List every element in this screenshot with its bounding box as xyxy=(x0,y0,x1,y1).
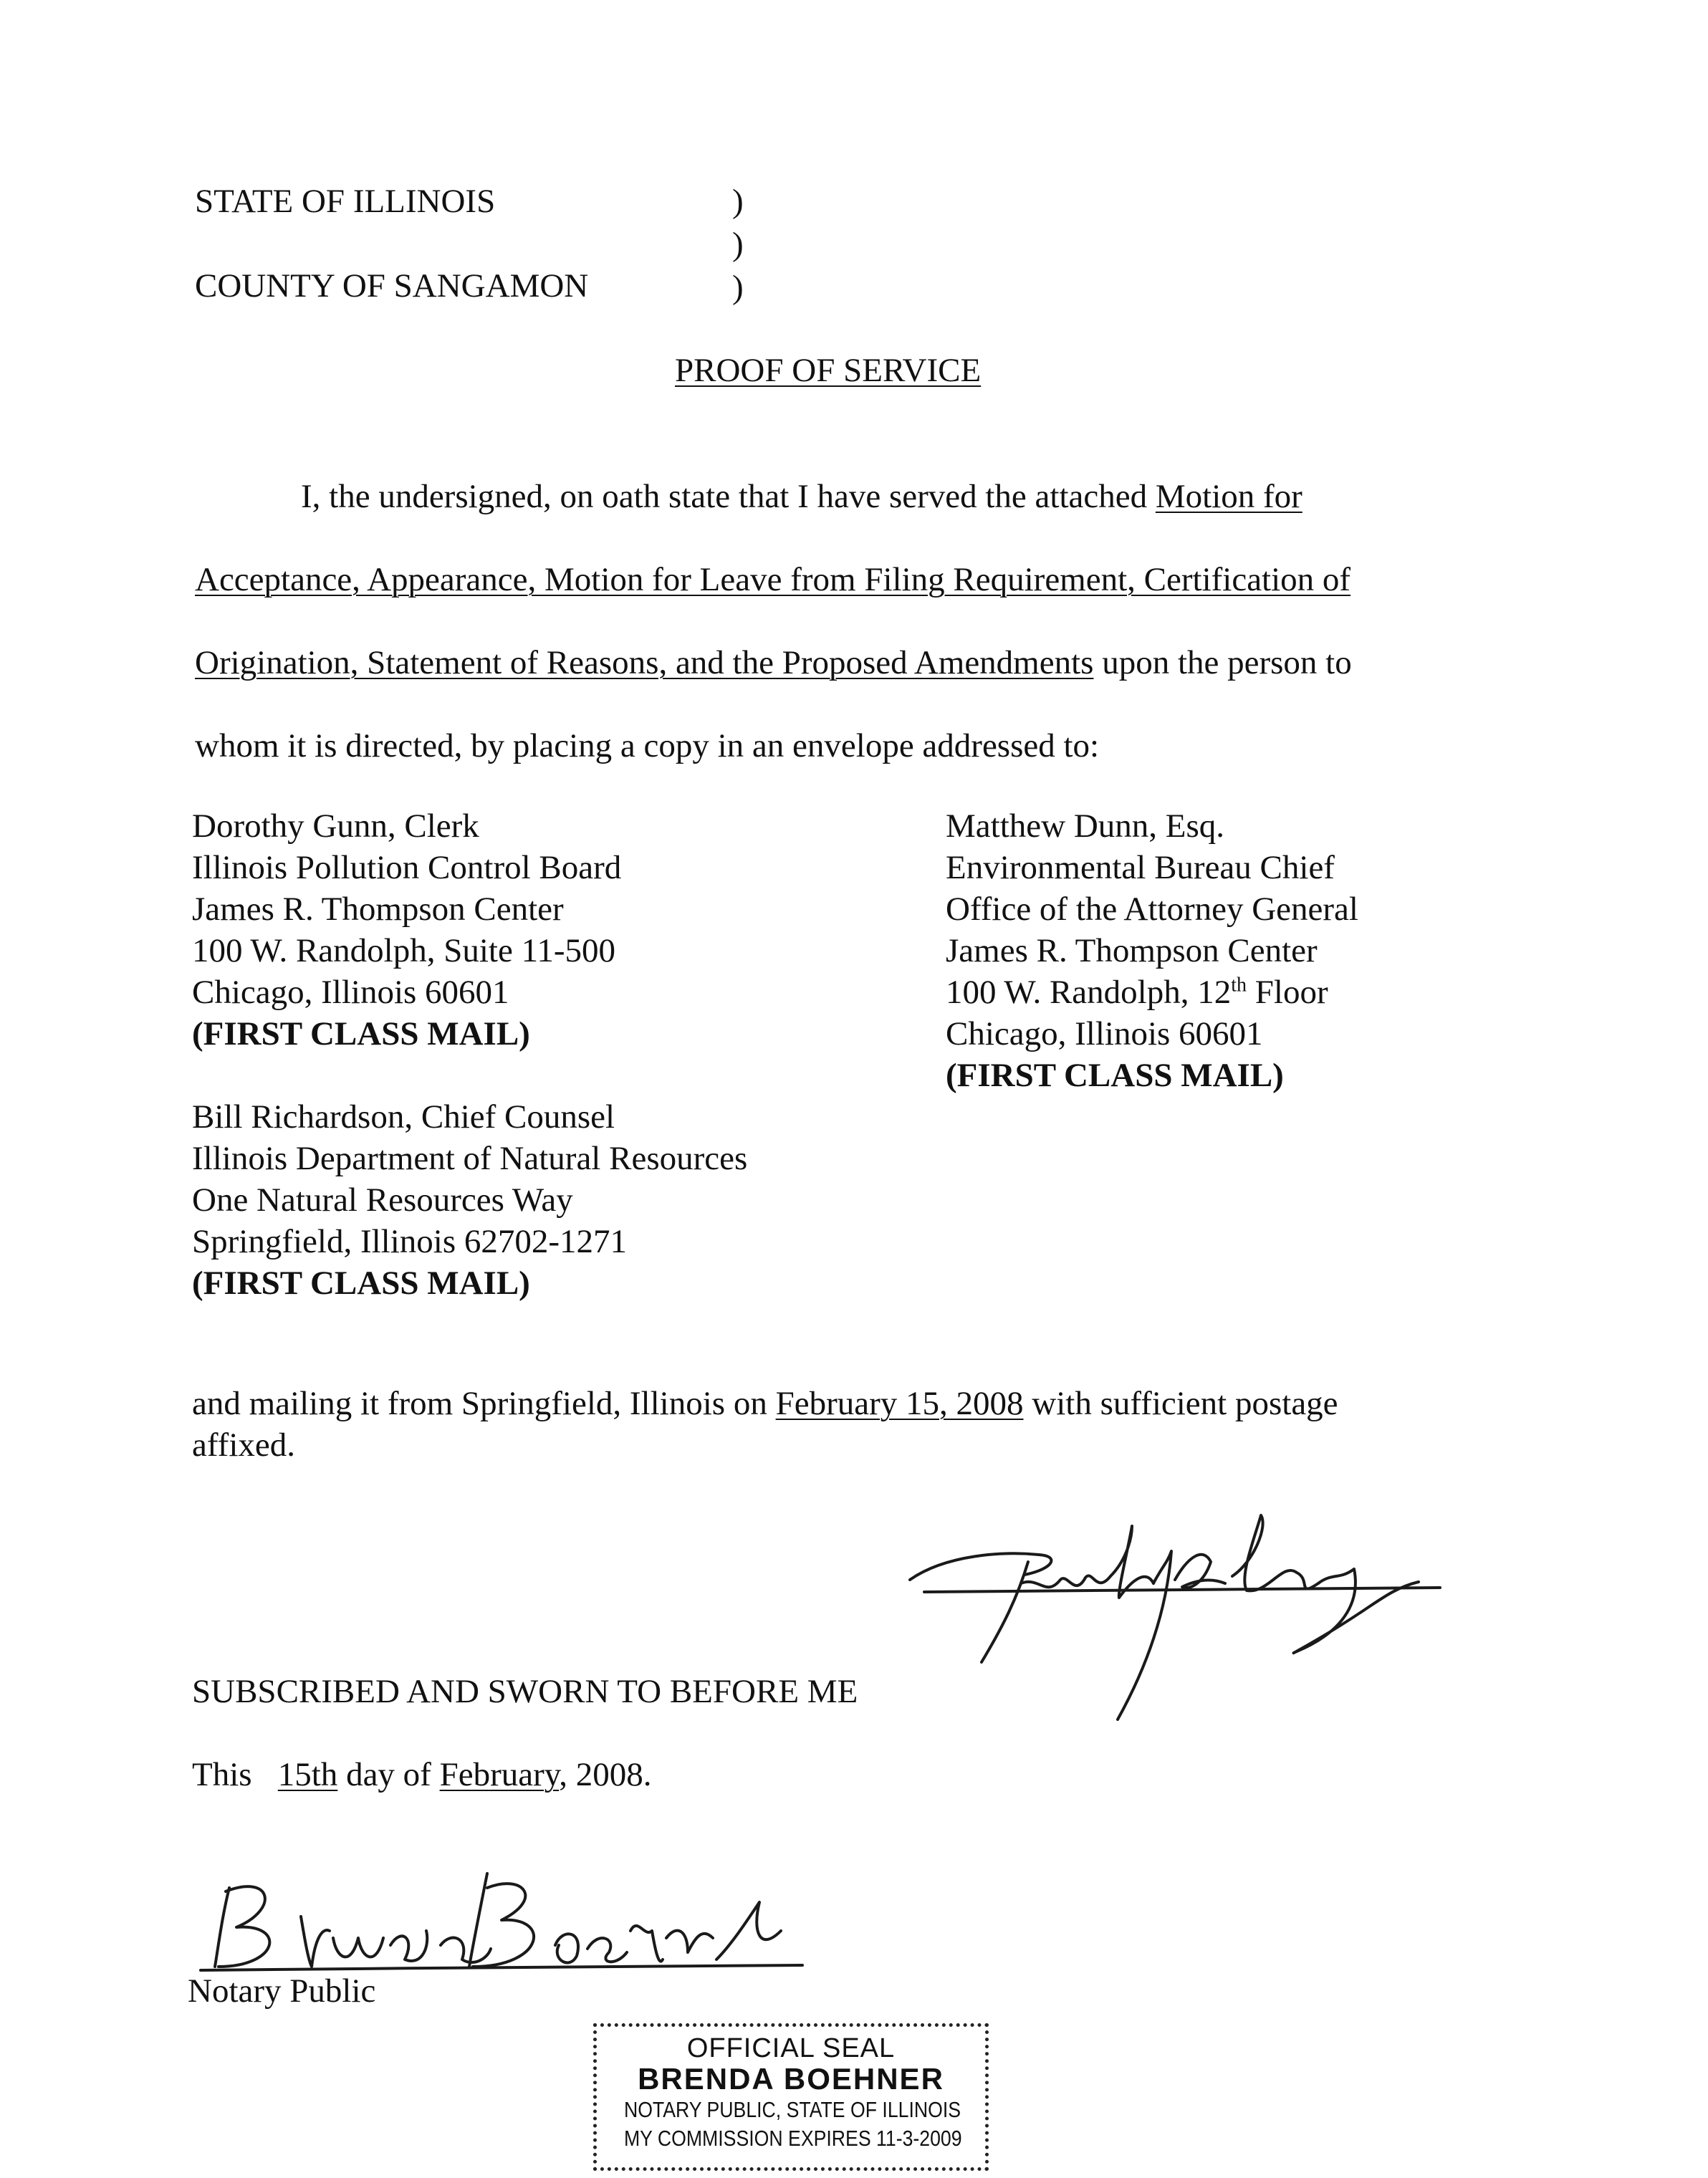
address-line: 100 W. Randolph, Suite 11-500 xyxy=(192,932,615,969)
recipient-gunn xyxy=(192,805,621,1055)
mailing-text-2: with sufficient postage xyxy=(1023,1385,1338,1422)
mailing-line-2: affixed. xyxy=(192,1426,295,1464)
sworn-heading: SUBSCRIBED AND SWORN TO BEFORE ME xyxy=(192,1673,858,1710)
served-documents-part-3: Origination, Statement of Reasons, and the Proposed Amendments xyxy=(195,644,1094,681)
body-line-2 xyxy=(195,559,1350,600)
sworn-day-of: day of xyxy=(337,1756,440,1793)
sworn-day: 15th xyxy=(277,1756,338,1793)
seal-notary-name: BRENDA BOEHNER xyxy=(638,2062,944,2096)
seal-commission-expiry: MY COMMISSION EXPIRES 11-3-2009 xyxy=(623,2126,962,2151)
delivery-method: (FIRST CLASS MAIL) xyxy=(192,1265,530,1302)
sworn-this: This xyxy=(192,1756,261,1793)
address-floor: Floor xyxy=(1247,974,1328,1011)
sworn-month: February xyxy=(439,1756,560,1793)
caption-county: COUNTY OF SANGAMON xyxy=(195,267,589,304)
caption-paren-3: ) xyxy=(732,269,744,306)
address-line: One Natural Resources Way xyxy=(192,1181,573,1219)
address-street: 100 W. Randolph, 12 xyxy=(946,974,1232,1011)
served-documents-part-2: Acceptance, Appearance, Motion for Leave from Filing Requirement, Certification of xyxy=(195,561,1351,598)
body-line-1-text: I, the undersigned, on oath state that I have served the attached xyxy=(301,478,1156,515)
address-line: Springfield, Illinois 62702-1271 xyxy=(192,1223,628,1260)
ordinal-suffix: th xyxy=(1231,974,1247,997)
notary-signature xyxy=(186,1859,817,1981)
address-line: Matthew Dunn, Esq. xyxy=(946,807,1225,845)
mailing-date: February 15, 2008 xyxy=(775,1385,1024,1422)
address-line: Dorothy Gunn, Clerk xyxy=(192,807,479,845)
caption-paren-1: ) xyxy=(732,183,744,220)
mailing-line-1 xyxy=(192,1383,1338,1424)
official-seal xyxy=(593,2023,989,2171)
caption-paren-2: ) xyxy=(732,226,744,263)
sworn-year: , 2008. xyxy=(559,1756,652,1793)
address-line: James R. Thompson Center xyxy=(946,932,1318,969)
document-title: PROOF OF SERVICE xyxy=(675,352,982,389)
seal-line-1: OFFICIAL SEAL xyxy=(686,2033,896,2063)
signer-signature xyxy=(896,1512,1454,1727)
address-line: Office of the Attorney General xyxy=(946,891,1358,928)
address-line: Illinois Department of Natural Resources xyxy=(192,1140,748,1177)
notary-label: Notary Public xyxy=(188,1972,376,2010)
body-line-3-text: upon the person to xyxy=(1093,644,1352,681)
recipient-richardson xyxy=(192,1096,747,1304)
address-line: James R. Thompson Center xyxy=(192,891,564,928)
address-line: Environmental Bureau Chief xyxy=(946,849,1335,886)
recipient-dunn xyxy=(946,805,1358,1096)
seal-line-3: NOTARY PUBLIC, STATE OF ILLINOIS xyxy=(623,2097,961,2122)
address-line: Chicago, Illinois 60601 xyxy=(946,1015,1263,1052)
served-documents-part-1: Motion for xyxy=(1155,478,1302,515)
delivery-method: (FIRST CLASS MAIL) xyxy=(946,1057,1284,1094)
delivery-method: (FIRST CLASS MAIL) xyxy=(192,1015,530,1052)
address-line: Bill Richardson, Chief Counsel xyxy=(192,1098,615,1136)
sworn-date-line xyxy=(192,1754,651,1795)
address-line: Illinois Pollution Control Board xyxy=(192,849,622,886)
body-line-1 xyxy=(301,476,1302,517)
caption-state: STATE OF ILLINOIS xyxy=(195,183,496,220)
address-line xyxy=(946,972,1358,1013)
mailing-text: and mailing it from Springfield, Illinois on xyxy=(192,1385,776,1422)
body-line-3 xyxy=(195,642,1352,683)
address-line: Chicago, Illinois 60601 xyxy=(192,974,509,1011)
body-line-4: whom it is directed, by placing a copy in an envelope addressed to: xyxy=(195,727,1100,764)
